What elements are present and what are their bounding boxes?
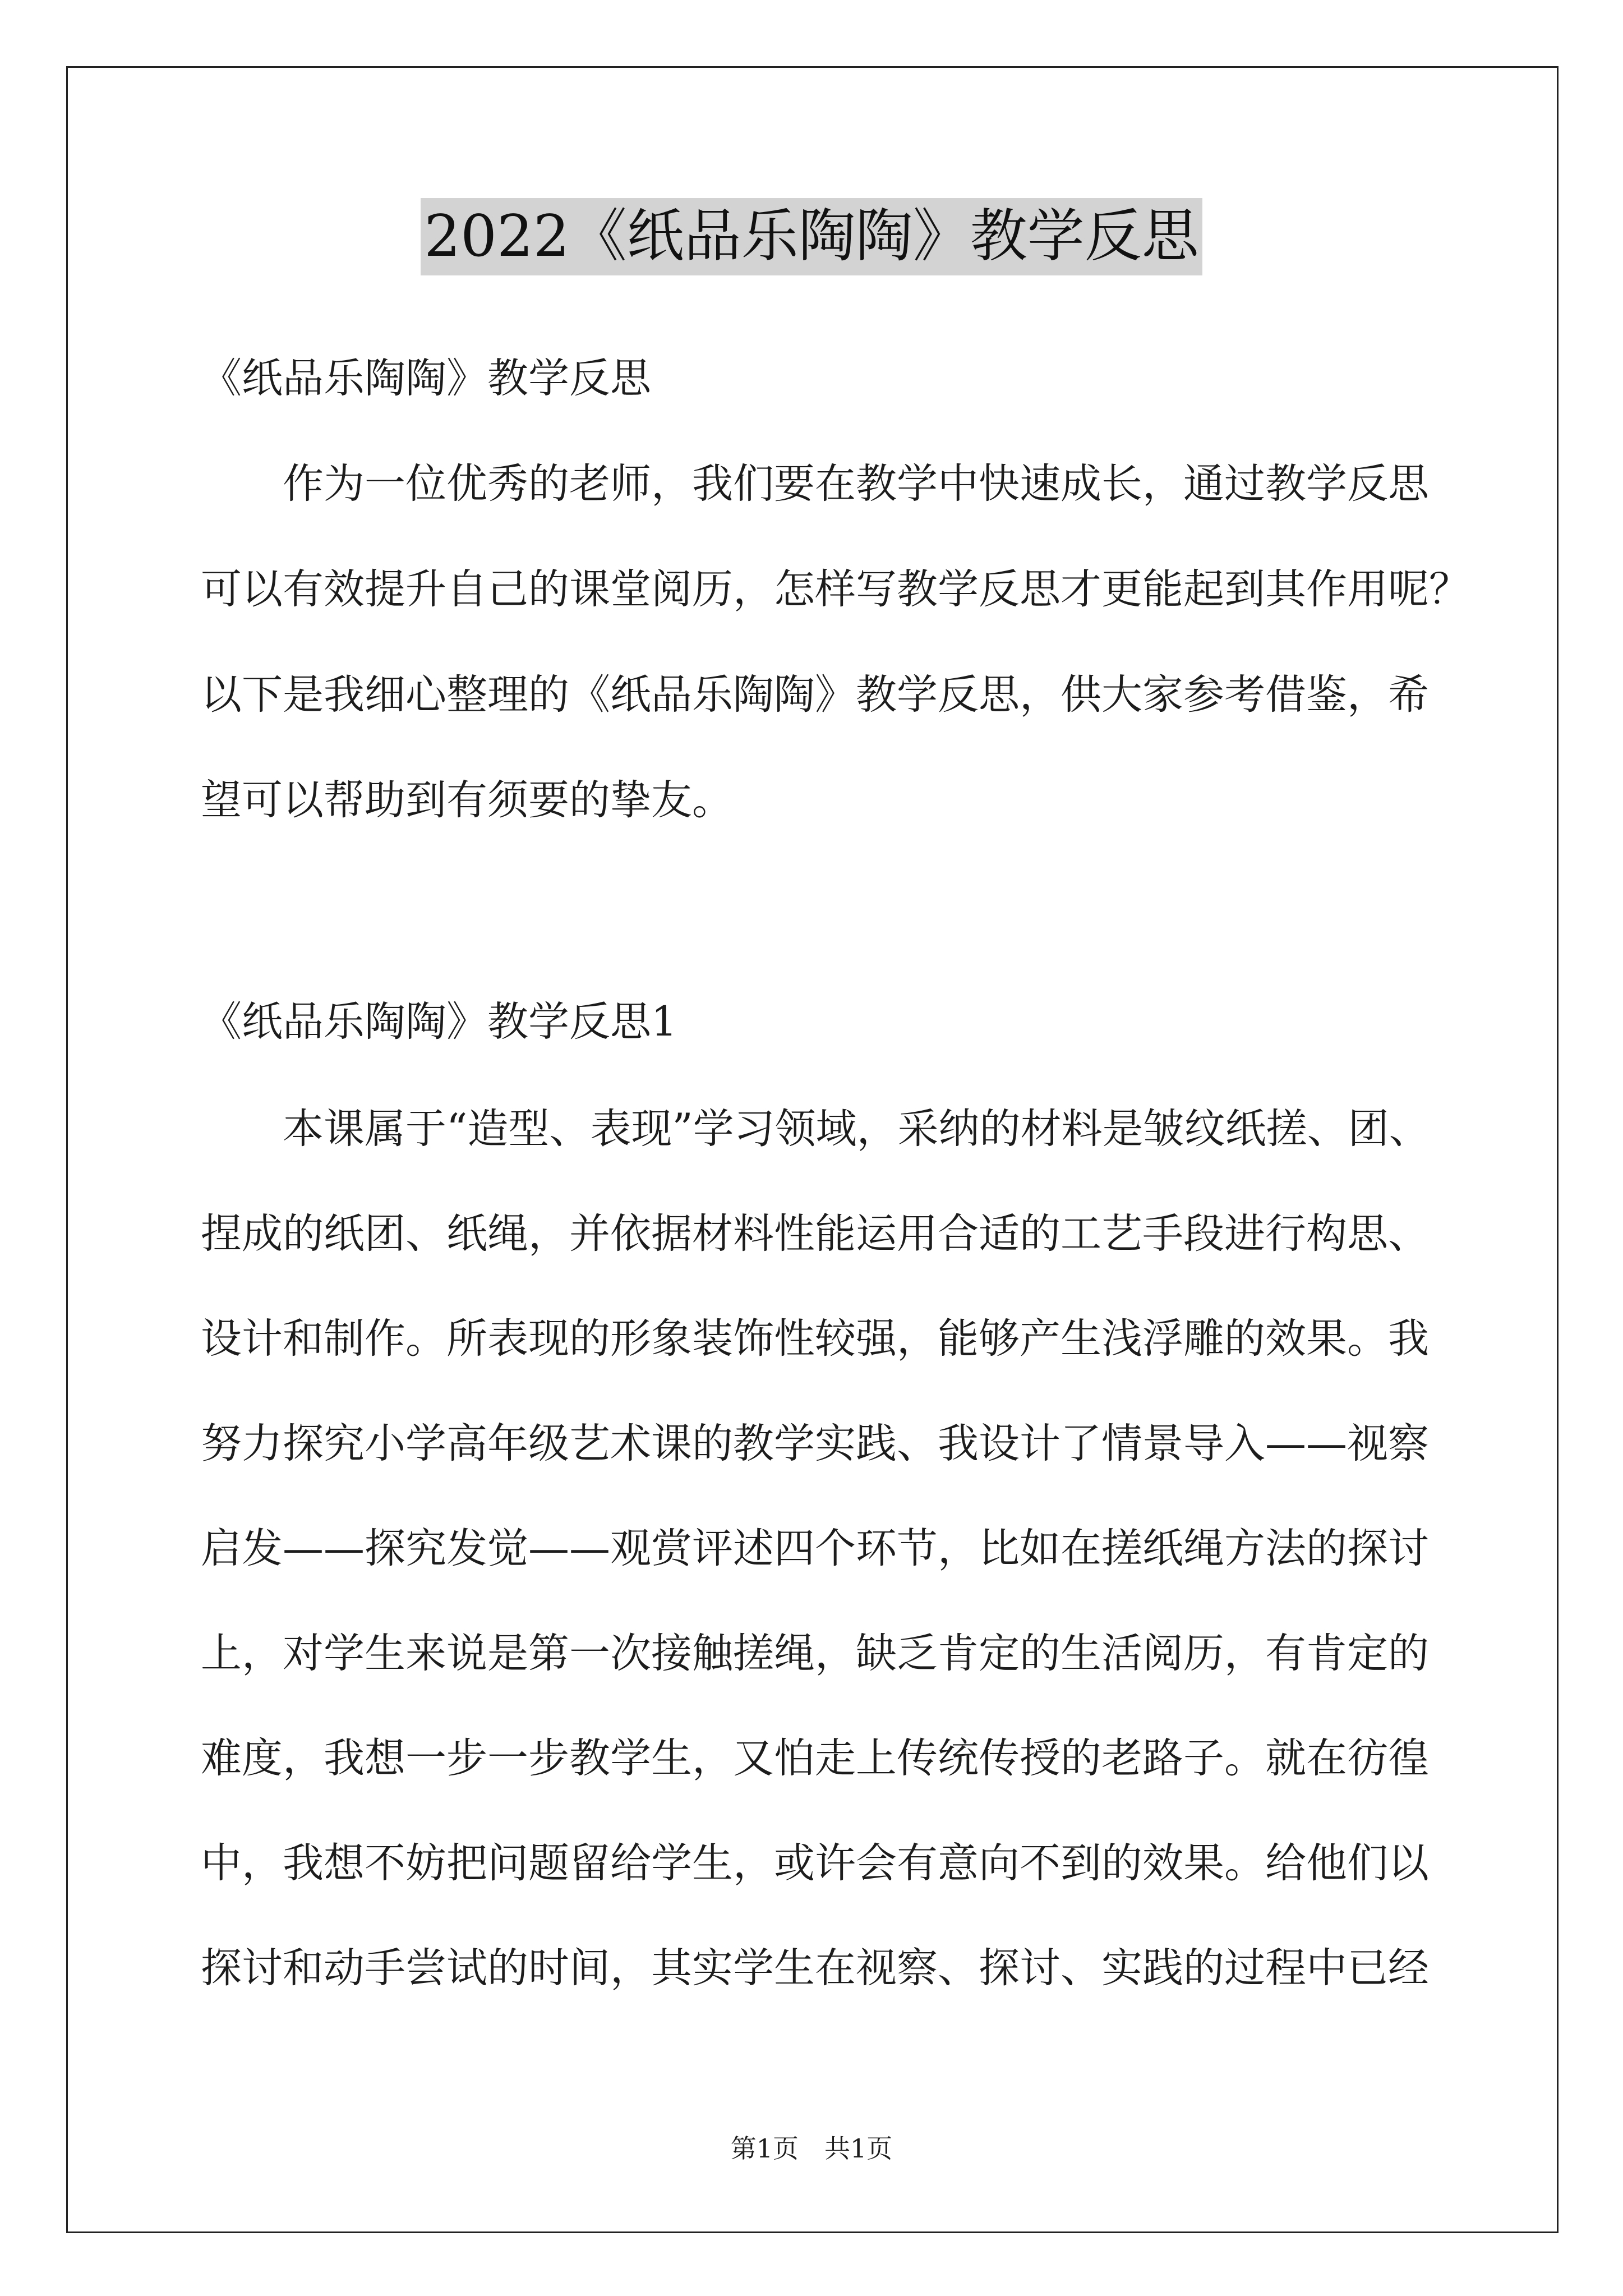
title-area bbox=[0, 198, 1623, 275]
section-line: 设计和制作。所表现的形象装饰性较强，能够产生浅浮雕的效果。我 bbox=[201, 1315, 1429, 1363]
document-subtitle: 《纸品乐陶陶》教学反思 bbox=[201, 355, 651, 402]
section-line: 启发——探究发觉——观赏评述四个环节，比如在搓纸绳方法的探讨 bbox=[201, 1525, 1429, 1572]
section-line: 探讨和动手尝试的时间，其实学生在视察、探讨、实践的过程中已经 bbox=[201, 1944, 1429, 1992]
section-line: 本课属于“造型、表现”学习领域，采纳的材料是皱纹纸搓、团、 bbox=[283, 1105, 1430, 1153]
section-line: 努力探究小学高年级艺术课的教学实践、我设计了情景导入——视察 bbox=[201, 1420, 1429, 1467]
document-title: 2022《纸品乐陶陶》教学反思 bbox=[421, 198, 1202, 275]
intro-line: 可以有效提升自己的课堂阅历，怎样写教学反思才更能起到其作用呢？ bbox=[201, 565, 1470, 613]
section-line: 捏成的纸团、纸绳，并依据材料性能运用合适的工艺手段进行构思、 bbox=[201, 1210, 1429, 1258]
intro-line: 望可以帮助到有须要的挚友。 bbox=[201, 776, 733, 824]
section-heading: 《纸品乐陶陶》教学反思1 bbox=[201, 998, 677, 1046]
subtitle-area bbox=[201, 326, 1491, 431]
section-line: 中，我想不妨把问题留给学生，或许会有意向不到的效果。给他们以 bbox=[201, 1839, 1429, 1887]
page-footer: 第1页 共1页 bbox=[730, 2133, 893, 2164]
intro-paragraph bbox=[201, 431, 1491, 853]
section-line: 上，对学生来说是第一次接触搓绳，缺乏肯定的生活阅历，有肯定的 bbox=[201, 1630, 1429, 1677]
section-heading-area bbox=[201, 969, 1491, 1075]
intro-line: 以下是我细心整理的《纸品乐陶陶》教学反思，供大家参考借鉴，希 bbox=[201, 671, 1429, 719]
section-line: 难度，我想一步一步教学生，又怕走上传统传授的老路子。就在彷徨 bbox=[201, 1734, 1429, 1782]
section-paragraph bbox=[201, 1076, 1491, 2021]
intro-line: 作为一位优秀的老师，我们要在教学中快速成长，通过教学反思 bbox=[283, 460, 1429, 508]
